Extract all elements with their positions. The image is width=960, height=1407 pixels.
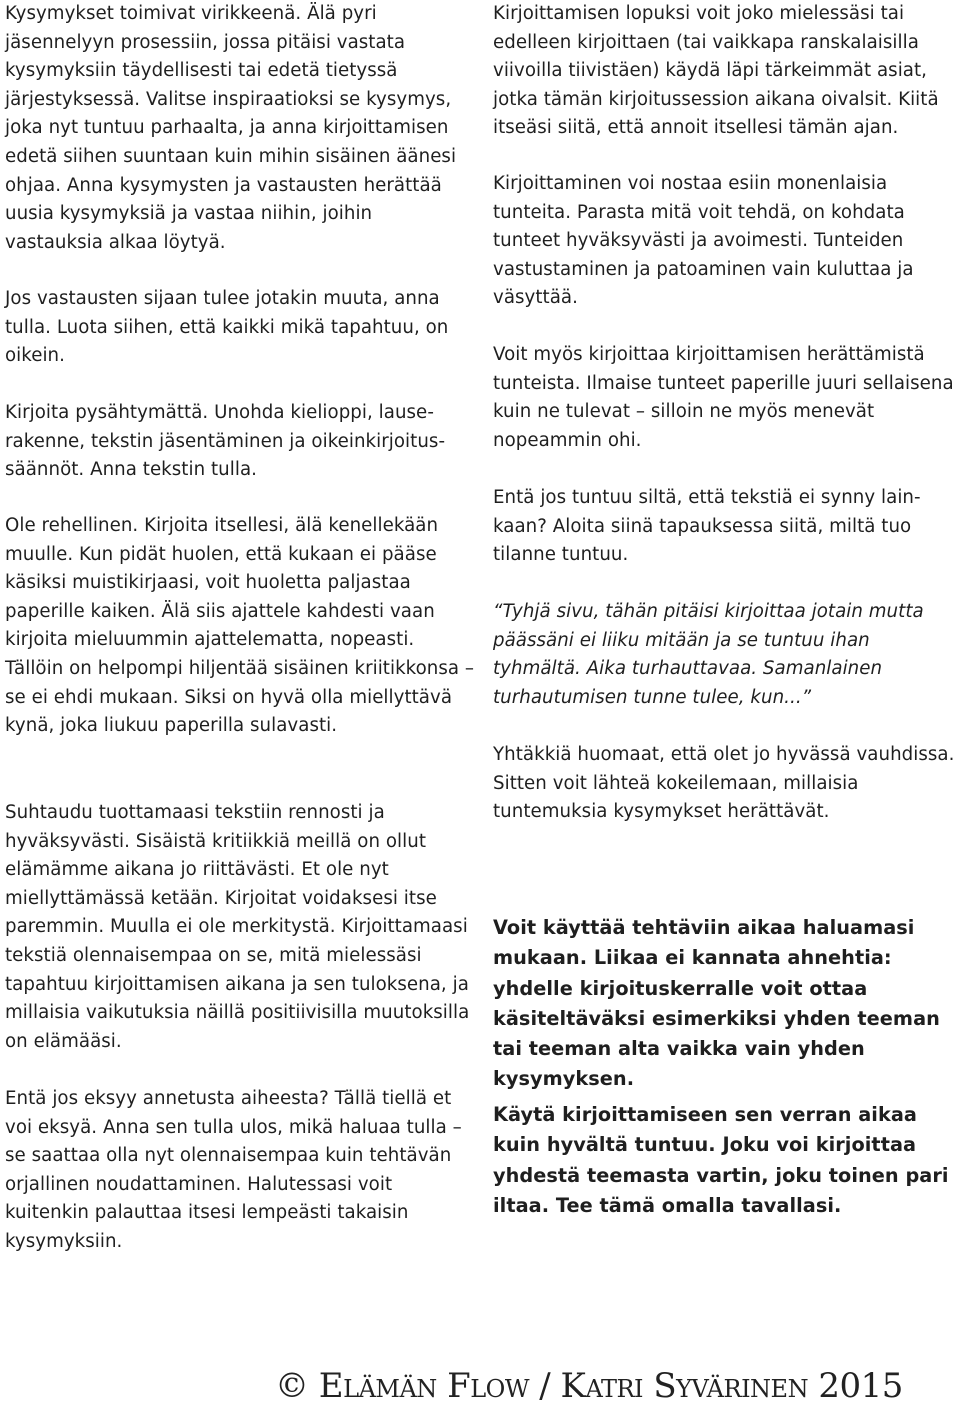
paragraph: Kirjoita pysähtymättä. Unohda kielioppi, lauserakenne, tekstin jäsentäminen ja oikeinkirjoitussäännöt. Anna tekstin tulla. (5, 402, 446, 481)
paragraph: Jos vastausten sijaan tulee jotakin muuta, anna tulla. Luota siihen, että kaikki mikä tapahtuu, on oikein. (5, 288, 449, 367)
paragraph: Entä jos tuntuu siltä, että tekstiä ei synny lainkaan? Aloita siinä tapauksessa siitä, miltä tuo tilanne tuntuu. (493, 487, 921, 566)
bold-paragraph: Voit käyttää tehtäviin aikaa haluamasi mukaan. Liikaa ei kannata ahnehtia: yhdelle kirjoituskerralle voit ottaa käsiteltäväksi esimerkiksi yhden teeman tai teeman alta vaikka vain yhden kysymyksen. (493, 916, 940, 1091)
paragraph: Yhtäkkiä huomaat, että olet jo hyvässä vauhdissa. Sitten voit lähteä kokeilemaan, millaisia tuntemuksia kysymykset herättävät. (493, 744, 955, 823)
paragraph: Voit myös kirjoittaa kirjoittamisen herättämistä tunteista. Ilmaise tunteet paperille juuri sellaisena kuin ne tulevat – silloin ne myös menevät nopeammin ohi. (493, 344, 954, 451)
italic-quote: “Tyhjä sivu, tähän pitäisi kirjoittaa jotain mutta päässäni ei liiku mitään ja se tuntuu ihan tyhmältä. Aika turhauttavaa. Samanlainen turhautumisen tunne tulee, kun...” (493, 601, 924, 708)
paragraph: Kirjoittamisen lopuksi voit joko mielessäsi tai edelleen kirjoittaen (tai vaikkapa ranskalaisilla viivoilla tiivistäen) käydä läpi tärkeimmät asiat, jotka tämän kirjoitussession aikana oivalsit. Kiitä itseäsi siitä, että annoit itsellesi tämän ajan. (493, 3, 939, 139)
paragraph: Kirjoittaminen voi nostaa esiin monenlaisia tunteita. Parasta mitä voit tehdä, on kohdata tunteet hyväksyvästi ja avoimesti. Tunteiden vastustaminen ja patoaminen vain kuluttaa ja väsyttää. (493, 173, 914, 309)
paragraph: Entä jos eksyy annetusta aiheesta? Tällä tiellä et voi eksyä. Anna sen tulla ulos, mikä haluaa tulla – se saattaa olla nyt olennaisempaa kuin tehtävän orjallinen noudattaminen. Halutessasi voit kuitenkin palauttaa itsesi lempeästi takaisin kysymyksiin. (5, 1088, 462, 1252)
bold-paragraph: Käytä kirjoittamiseen sen verran aikaa kuin hyvältä tuntuu. Joku voi kirjoittaa yhdestä teemasta vartin, joku toinen pari iltaa. Tee tämä omalla tavallasi. (493, 1103, 949, 1217)
copyright-footer: © Elämän Flow / Katri Syvärinen 2015 (275, 1366, 903, 1406)
paragraph: Kysymykset toimivat virikkeenä. Älä pyri jäsennelyyn prosessiin, jossa pitäisi vastata kysymyksiin täydellisesti tai edetä tietyssä järjestyksessä. Valitse inspiraatioksi se kysymys, joka nyt tuntuu parhaalta, ja anna kirjoittamisen edetä siihen suuntaan kuin mihin sisäinen äänesi ohjaa. Anna kysymysten ja vastausten herättää uusia kysymyksiä ja vastaa niihin, joihin vastauksia alkaa löytyä. (5, 3, 457, 253)
paragraph: Ole rehellinen. Kirjoita itsellesi, älä kenellekään muulle. Kun pidät huolen, että kukaan ei pääse käsiksi muistikirjaasi, voit huoletta paljastaa paperille kaiken. Älä siis ajattele kahdesti vaan kirjoita mieluummin ajattelematta, nopeasti. Tällöin on helpompi hiljentää sisäinen kriitikkonsa – se ei ehdi mukaan. Siksi on hyvä olla miellyttävä kynä, joka liukuu paperilla sulavasti. (5, 515, 475, 737)
paragraph: Suhtaudu tuottamaasi tekstiin rennosti ja hyväksyvästi. Sisäistä kritiikkiä meillä on ollut elämämme aikana jo riittävästi. Et ole nyt miellyttämässä ketään. Kirjoitat voidaksesi itse paremmin. Muulla ei ole merkitystä. Kirjoittamaasi tekstiä olennaisempaa on se, mitä mielessäsi tapahtuu kirjoittamisen aikana ja sen tuloksena, ja millaisia vaikutuksia näillä positiivisilla muutoksilla on elämääsi. (5, 802, 470, 1052)
